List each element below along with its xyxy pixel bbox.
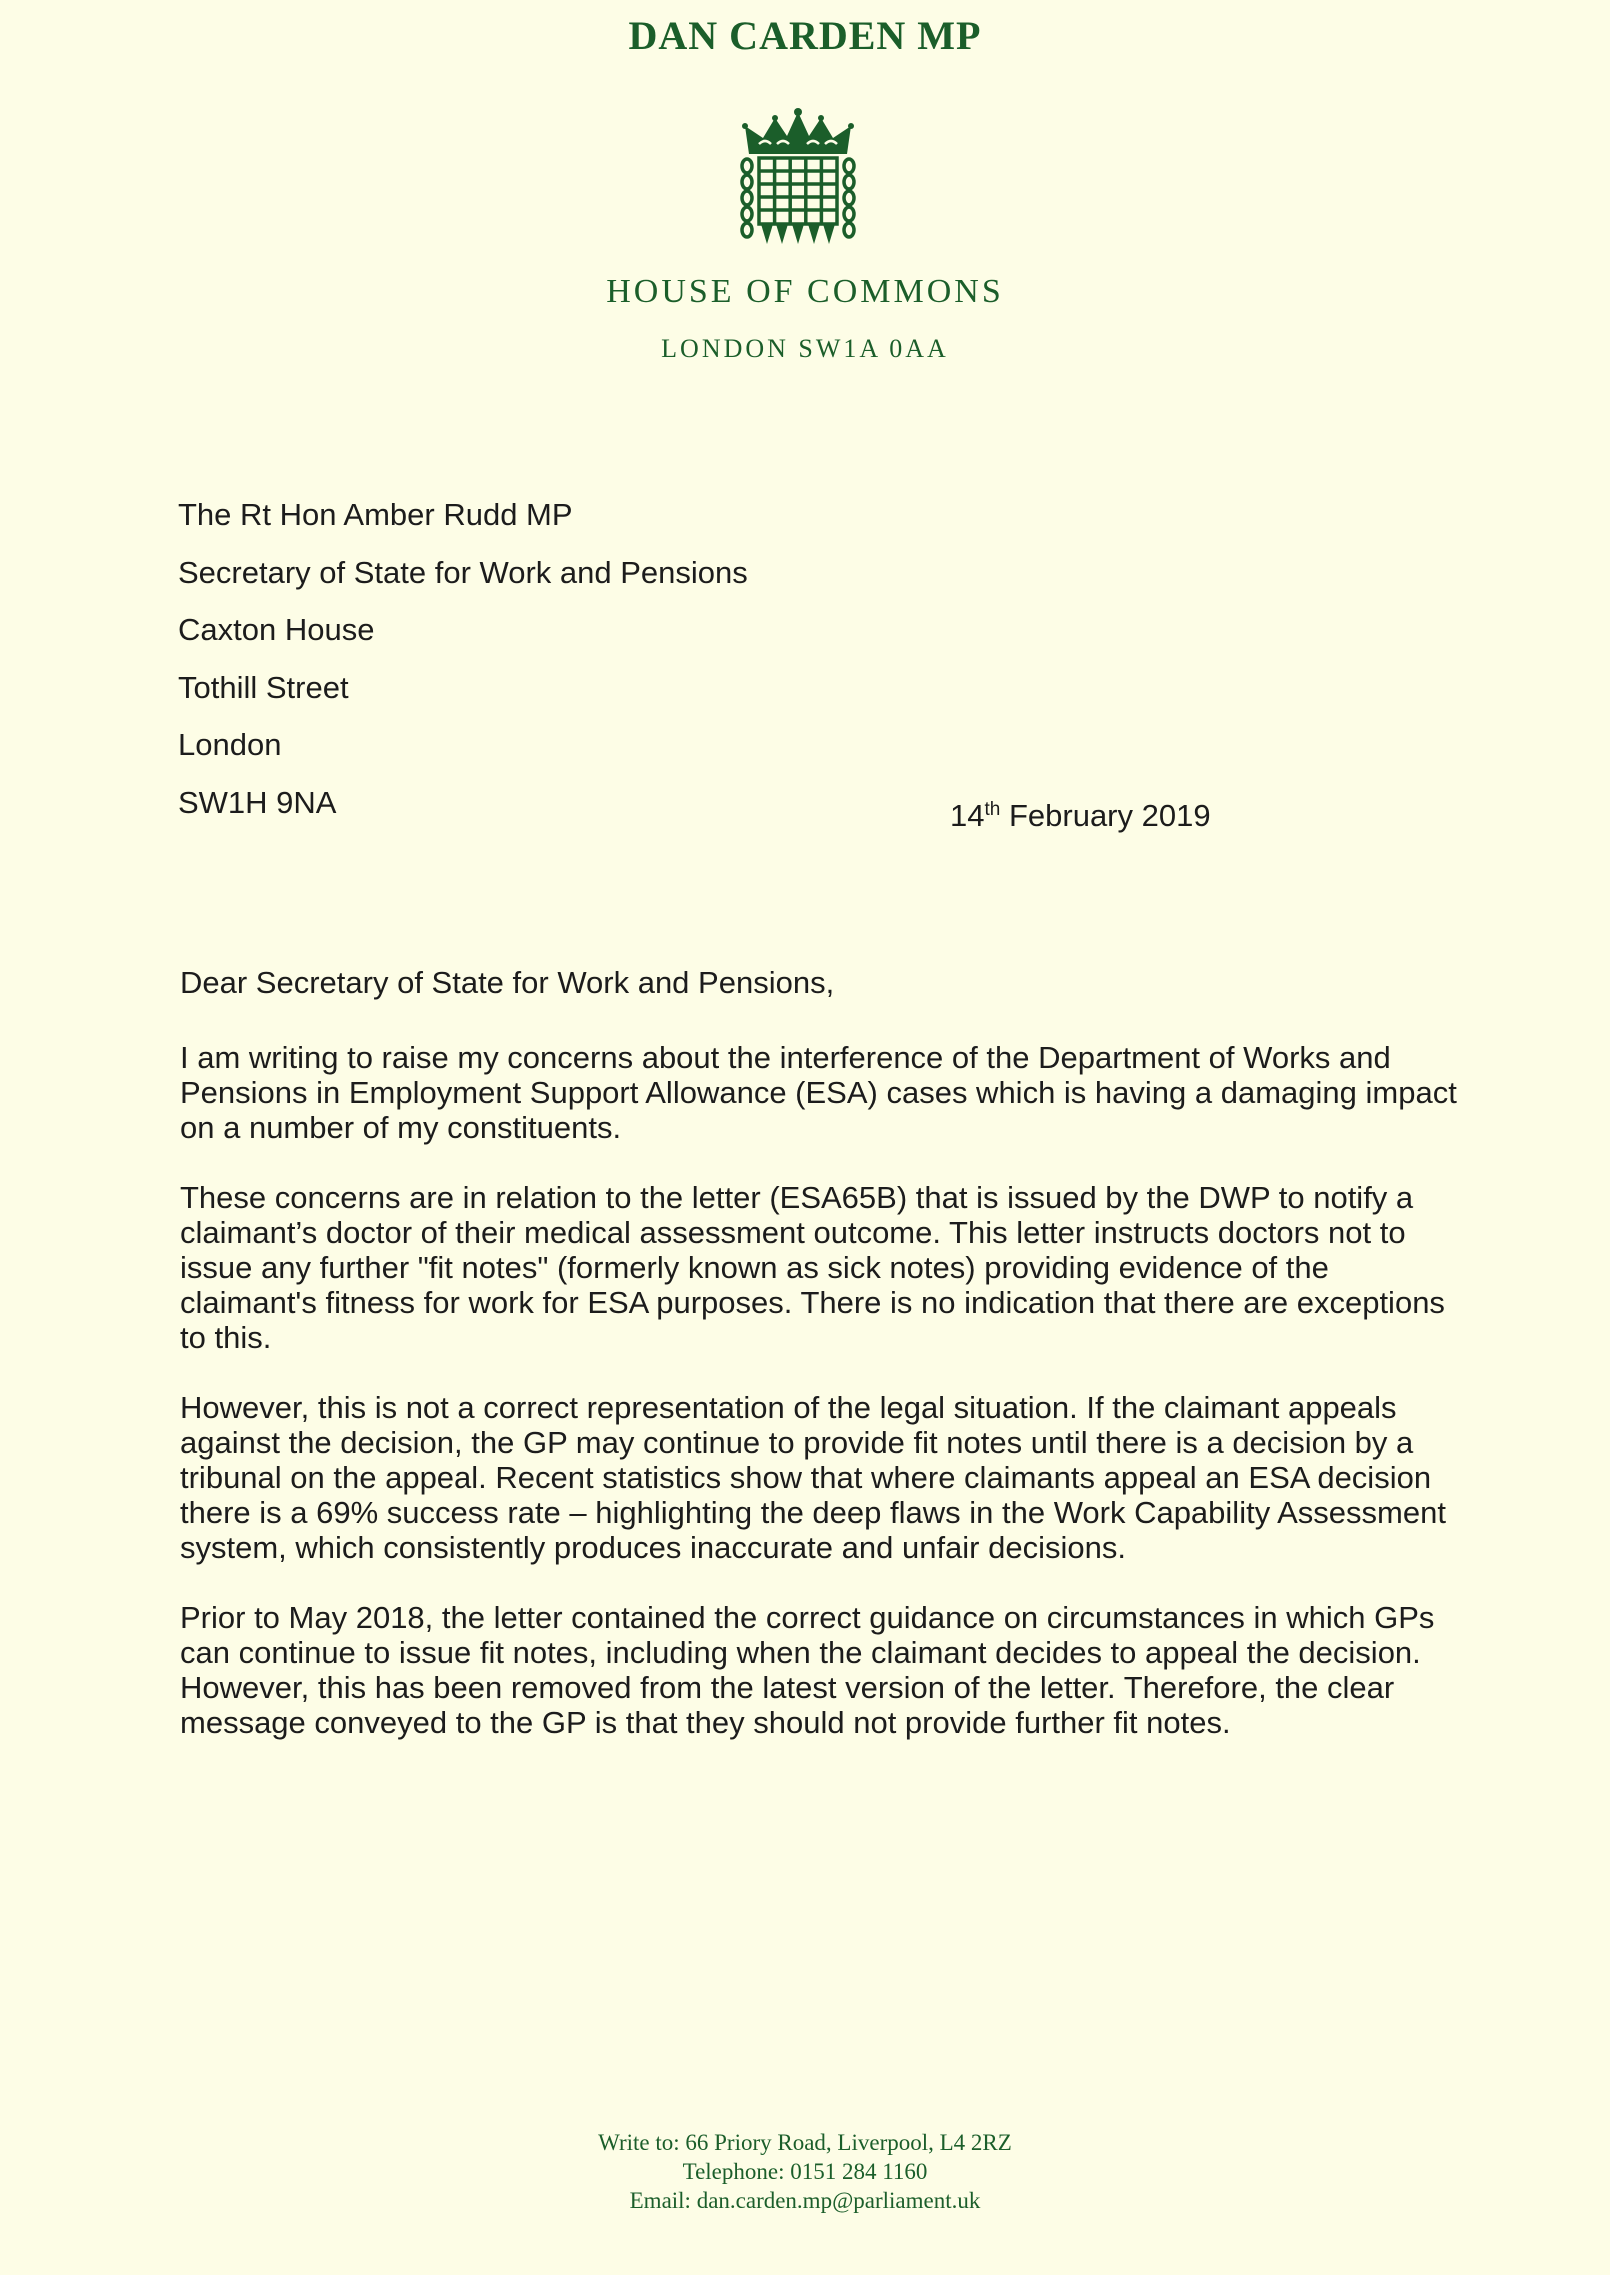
recipient-line: Caxton House bbox=[178, 612, 375, 647]
body-paragraph: Prior to May 2018, the letter contained the correct guidance on circumstances in which GPs can continue to issue fit notes, including when the claimant decides to appeal the decision. However, this has been removed from the latest version of the letter. Therefore, the clear message conveyed to the GP is that they should not provide further fit notes. bbox=[180, 1600, 1435, 1740]
recipient-line: The Rt Hon Amber Rudd MP bbox=[178, 497, 573, 532]
body-paragraph: I am writing to raise my concerns about the interference of the Department of Works and Pensions in Employment Support Allowance (ESA) cases which is having a damaging impact on a number of my constituents. bbox=[180, 1040, 1457, 1145]
body-paragraph: These concerns are in relation to the letter (ESA65B) that is issued by the DWP to notify a claimant’s doctor of their medical assessment outcome. This letter instructs doctors not to issue any further "fit notes" (formerly known as sick notes) providing evidence of the claimant's fitness for work for ESA purposes. There is no indication that there are exceptions to this. bbox=[180, 1180, 1445, 1355]
body-paragraph: However, this is not a correct representation of the legal situation. If the claimant appeals against the decision, the GP may continue to provide fit notes until there is a decision by a tribunal on the appeal. Recent statistics show that where claimants appeal an ESA decision there is a 69% success rate – highlighting the deep flaws in the Work Capability Assessment system, which consistently produces inaccurate and unfair decisions. bbox=[180, 1390, 1446, 1565]
recipient-line: Tothill Street bbox=[178, 669, 349, 705]
footer-email: Email: dan.carden.mp@parliament.uk bbox=[629, 2188, 981, 2213]
recipient-line: SW1H 9NA bbox=[178, 784, 337, 820]
letterhead-mp-name: DAN CARDEN MP bbox=[628, 13, 982, 58]
letter-date bbox=[950, 792, 1211, 834]
letterhead-postcode: LONDON SW1A 0AA bbox=[661, 334, 949, 363]
letterhead-house: HOUSE OF COMMONS bbox=[606, 273, 1004, 310]
date-day: 14 bbox=[950, 798, 985, 833]
footer-contact bbox=[0, 2128, 1610, 2215]
recipient-line: London bbox=[178, 727, 282, 762]
date-suffix: th bbox=[984, 799, 1001, 820]
date-month-year: February 2019 bbox=[1000, 798, 1211, 833]
footer-address: Write to: 66 Priory Road, Liverpool, L4 2RZ bbox=[598, 2130, 1012, 2155]
recipient-line: Secretary of State for Work and Pensions bbox=[178, 554, 748, 590]
portcullis-icon bbox=[735, 108, 861, 250]
footer-telephone: Telephone: 0151 284 1160 bbox=[682, 2159, 928, 2184]
recipient-address bbox=[178, 497, 748, 842]
salutation: Dear Secretary of State for Work and Pensions, bbox=[180, 965, 835, 1000]
letter-body bbox=[180, 1040, 1470, 1775]
